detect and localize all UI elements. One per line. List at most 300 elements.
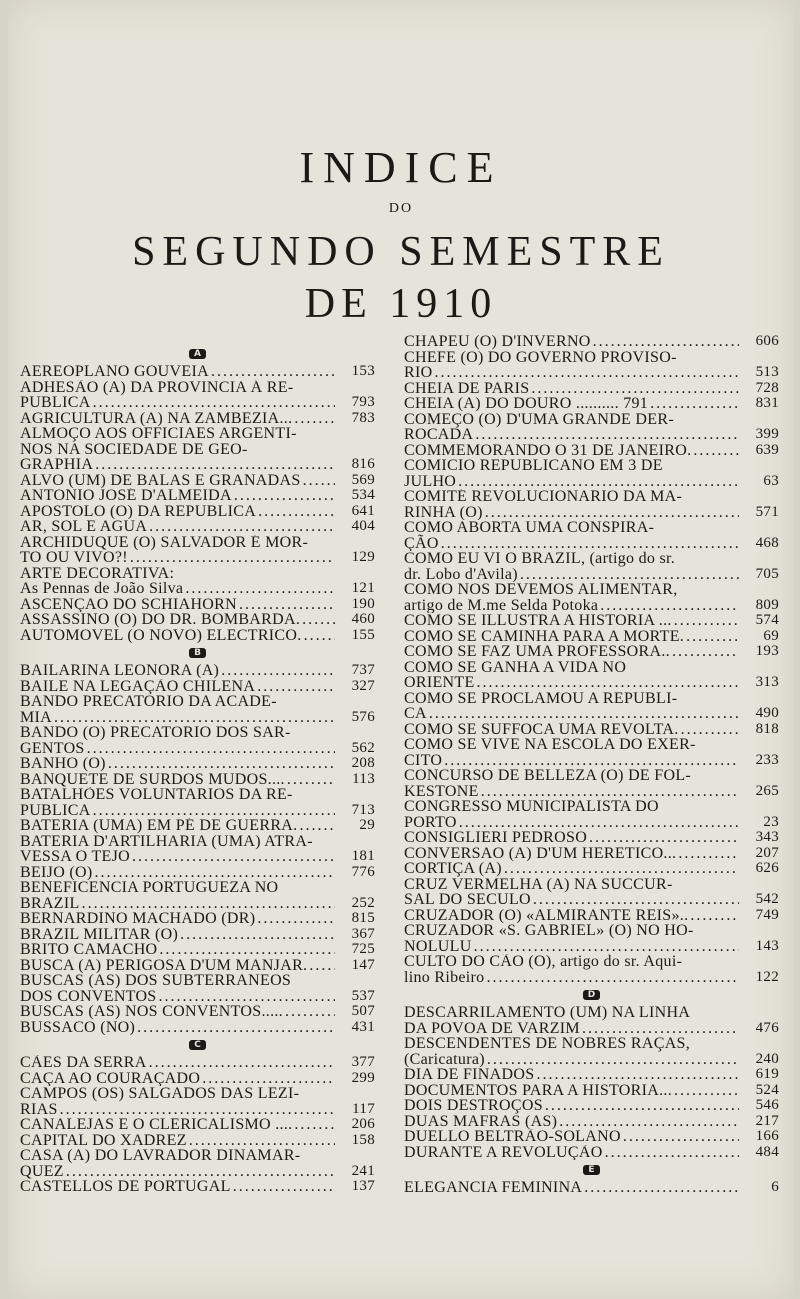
entry-title-line: CÃES DA SERRA (20, 1055, 147, 1071)
entry-title (20, 488, 335, 504)
entry-title-line: CASA (A) DO LAVRADOR DINAMAR- (20, 1148, 301, 1164)
entry-page-number: 207 (755, 844, 779, 861)
index-entry (404, 1083, 779, 1099)
leader-dots (536, 1067, 739, 1083)
entry-title-line: As Pennas de João Silva (20, 581, 184, 597)
entry-page-number: 476 (755, 1019, 779, 1036)
entry-title (20, 504, 335, 520)
entry-title (404, 923, 739, 954)
entry-title (404, 613, 739, 629)
index-entry (20, 1179, 375, 1195)
section-letter-glyph: A (189, 349, 206, 359)
index-entry (404, 722, 779, 738)
section-letter (20, 1035, 375, 1055)
entry-title (404, 908, 739, 924)
entry-title-line: QUEZ (20, 1162, 64, 1179)
leader-dots (520, 567, 739, 583)
entry-title (20, 942, 335, 958)
index-entry (404, 381, 779, 397)
leader-dots (211, 364, 335, 380)
entry-title (404, 1129, 739, 1145)
entry-page-number: 815 (351, 910, 375, 926)
leader-dots (189, 1133, 335, 1149)
entry-page-number: 63 (763, 472, 779, 489)
entry-page-number: 725 (351, 941, 375, 957)
leader-dots (149, 519, 335, 535)
entry-title-line: BANHO (O) (20, 756, 106, 772)
leader-dots (672, 644, 739, 660)
entry-page-number: 117 (352, 1100, 375, 1117)
entry-page-number: 155 (351, 626, 375, 643)
entry-page-number: 153 (351, 363, 375, 379)
entry-title-line: GENTOS (20, 739, 85, 756)
entry-title (20, 865, 335, 881)
leader-dots (303, 473, 335, 489)
entry-title (20, 1148, 335, 1179)
entry-title-line: DOCUMENTOS PARA A HISTORIA... (404, 1082, 673, 1098)
index-entry (404, 660, 779, 691)
entry-title-line: CONGRESSO MUNICIPALISTA DO (404, 799, 659, 815)
entry-title-line: COMMEMORANDO O 31 DE JANEIRO. (404, 442, 692, 458)
entry-title-line: COMO SE ILLUSTRA A HISTORIA ... (404, 613, 672, 629)
leader-dots (221, 663, 335, 679)
entry-page-number: 831 (755, 395, 779, 411)
entry-title-line: DOIS DESTROÇOS (404, 1098, 543, 1114)
entry-page-number: 377 (351, 1054, 375, 1070)
entry-title-line: BANDO PRECATORIO DA ACADE- (20, 694, 277, 710)
leader-dots (582, 1021, 739, 1037)
index-entry (20, 679, 375, 695)
entry-title-line: (Caricatura) (404, 1050, 485, 1067)
index-entry (20, 1086, 375, 1117)
index-entry (404, 412, 779, 443)
entry-title-line: COMEÇO (O) D'UMA GRANDE DER- (404, 411, 674, 428)
entry-page-number: 129 (351, 549, 375, 565)
leader-dots (285, 1004, 335, 1020)
leader-dots (132, 849, 335, 865)
entry-title (404, 443, 739, 459)
index-entry (20, 865, 375, 881)
entry-page-number: 490 (755, 705, 779, 721)
index-entry (20, 628, 375, 644)
entry-title-line: NOS NA SOCIEDADE DE GEO- (20, 440, 248, 458)
entry-title (20, 581, 335, 597)
entry-page-number: 113 (352, 770, 375, 787)
index-page (8, 0, 794, 1299)
leader-dots (137, 1020, 335, 1036)
entry-page-number: 468 (755, 534, 779, 551)
index-entry (404, 846, 779, 862)
entry-page-number: 524 (755, 1081, 779, 1098)
entry-title-line: COMO SE CAMINHA PARA A MORTE. (404, 628, 685, 644)
entry-title (404, 396, 739, 412)
entry-title (20, 1133, 335, 1149)
entry-page-number: 606 (755, 333, 779, 349)
leader-dots (159, 989, 335, 1005)
entry-title-line: CHEIA (A) DO DOURO .......... 791 (404, 396, 649, 412)
entry-page-number: 460 (351, 611, 375, 627)
entry-title-line: GRAPHIA (20, 456, 94, 473)
leader-dots (54, 710, 335, 726)
entry-title (404, 1083, 739, 1099)
entry-title-line: VESSA O TEJO (20, 848, 130, 865)
entry-title-line: COMICIO REPUBLICANO EM 3 DE (404, 458, 663, 474)
entry-title-line: COMO NOS DEVEMOS ALIMENTAR, (404, 582, 678, 598)
leader-dots (302, 612, 335, 628)
entry-page-number: 181 (351, 848, 375, 864)
index-entry (404, 1145, 779, 1161)
section-letter-glyph: E (583, 1165, 599, 1175)
section-letter-glyph: D (583, 990, 600, 1000)
leader-dots (202, 1071, 335, 1087)
entry-title (20, 787, 335, 818)
leader-dots (60, 1102, 335, 1118)
entry-page-number: 749 (755, 906, 779, 923)
entry-title-line: COMO SE SUFFOCA UMA REVOLTA. (404, 721, 679, 737)
entry-page-number: 484 (755, 1143, 779, 1160)
entry-title-line: COMO ABORTA UMA CONSPIRA- (404, 520, 655, 536)
entry-title-line: BENEFICENCIA PORTUGUEZA NO (20, 880, 279, 896)
entry-title (404, 660, 739, 691)
entry-page-number: 343 (755, 829, 779, 845)
entry-page-number: 816 (351, 456, 375, 472)
entry-page-number: 29 (359, 817, 375, 833)
entry-title-line: BAILE NA LEGAÇÃO CHILENA (20, 678, 256, 694)
entry-title-line: BRITO CAMACHO (20, 942, 158, 958)
leader-dots (459, 815, 739, 831)
index-entry (20, 911, 375, 927)
entry-title-line: ELEGANCIA FEMININA (404, 1180, 583, 1196)
index-entry (20, 519, 375, 535)
entry-title (20, 772, 335, 788)
index-year: DE 1910 (304, 281, 498, 327)
entry-title (20, 1071, 335, 1087)
index-entry (404, 582, 779, 613)
index-entry (404, 551, 779, 582)
right-column (404, 334, 779, 1196)
leader-dots (623, 1129, 739, 1145)
entry-page-number: 809 (755, 596, 779, 613)
entry-title-line: CASTELLOS DE PORTUGAL (20, 1179, 231, 1195)
entry-title-line: DIA DE FINADOS (404, 1067, 535, 1083)
entry-title (404, 458, 739, 489)
index-entry (20, 1020, 375, 1036)
entry-title-line: artigo de M.me Selda Potoka (404, 596, 599, 613)
entry-title (404, 1098, 739, 1114)
index-title: INDICE (299, 143, 503, 192)
entry-title-line: CA (404, 705, 427, 722)
leader-dots (533, 892, 739, 908)
index-entry (20, 973, 375, 1004)
entry-title (20, 1020, 335, 1036)
index-entry (404, 954, 779, 985)
index-entry (20, 364, 375, 380)
index-entry (20, 1117, 375, 1133)
section-letter (20, 643, 375, 663)
entry-title-line: CHAPEU (O) D'INVERNO (404, 334, 591, 350)
entry-title-line: AUTOMOVEL (O NOVO) ELECTRICO. (20, 627, 302, 643)
entry-page-number: 713 (351, 801, 375, 818)
entry-title-line: ÇÃO (404, 534, 439, 551)
entry-title-line: DURANTE A REVOLUÇÃO (404, 1144, 603, 1160)
leader-dots (485, 505, 739, 521)
entry-page-number: 619 (755, 1066, 779, 1082)
entry-title (20, 566, 335, 582)
entry-page-number: 576 (351, 708, 375, 725)
entry-title-line: CAMPOS (OS) SALGADOS DAS LEZI- (20, 1086, 300, 1102)
entry-title-line: COMO SE FAZ UMA PROFESSORA.. (404, 644, 670, 660)
leader-dots (159, 942, 335, 958)
leader-dots (441, 536, 739, 552)
entry-title-line: DOS CONVENTOS (20, 987, 157, 1004)
entry-page-number: 793 (351, 394, 375, 410)
entry-title (404, 412, 739, 443)
entry-title (404, 350, 739, 381)
index-entry (404, 1067, 779, 1083)
leader-dots (180, 927, 335, 943)
entry-title-line: NOLULU (404, 937, 472, 954)
index-entry (404, 458, 779, 489)
entry-page-number: 783 (351, 409, 375, 426)
entry-page-number: 626 (755, 860, 779, 876)
entry-page-number: 367 (351, 925, 375, 942)
entry-title-line: COMO SE GANHA A VIDA NO (404, 659, 627, 676)
leader-dots (294, 1117, 335, 1133)
index-entry (404, 520, 779, 551)
index-entry (404, 629, 779, 645)
entry-title (20, 880, 335, 911)
entry-title-line: ALVO (UM) DE BALAS E GRANADAS (20, 472, 301, 488)
index-entry (20, 818, 375, 834)
entry-page-number: 208 (351, 755, 375, 771)
index-entry (404, 908, 779, 924)
entry-page-number: 240 (755, 1050, 779, 1067)
entry-page-number: 546 (755, 1097, 779, 1113)
entry-title-line: KESTONE (404, 782, 479, 799)
entry-page-number: 639 (755, 441, 779, 458)
entry-title (404, 644, 739, 660)
entry-title (20, 973, 335, 1004)
entry-title (404, 799, 739, 830)
entry-title (404, 877, 739, 908)
entry-title-line: BATERIA D'ARTILHARIA (UMA) ATRA- (20, 833, 313, 850)
entry-title-line: RIO (404, 364, 433, 381)
leader-dots (486, 970, 739, 986)
entry-page-number: 818 (755, 720, 779, 737)
leader-dots (257, 911, 335, 927)
leader-dots (304, 628, 335, 644)
entry-title (404, 830, 739, 846)
entry-title-line: BUSSACO (NO) (20, 1019, 136, 1035)
entry-title (404, 722, 739, 738)
entry-title (20, 958, 335, 974)
entry-page-number: 23 (763, 813, 779, 830)
entry-page-number: 399 (755, 426, 779, 442)
entry-title-line: JULHO (404, 472, 457, 489)
entry-title-line: CRUZ VERMELHA (A) NA SUCCUR- (404, 876, 673, 893)
entry-page-number: 705 (755, 565, 779, 582)
leader-dots (233, 1179, 335, 1195)
entry-page-number: 327 (351, 677, 375, 694)
leader-dots (474, 939, 739, 955)
index-entry (20, 725, 375, 756)
entry-page-number: 431 (351, 1018, 375, 1035)
entry-title-line: ARTE DECORATIVA: (20, 565, 175, 581)
entry-title (20, 426, 335, 473)
entry-title (404, 1145, 739, 1161)
index-entry (404, 1180, 779, 1196)
entry-title (404, 846, 739, 862)
index-entry (404, 396, 779, 412)
entry-page-number: 190 (351, 595, 375, 612)
entry-title-line: DA POVOA DE VARZIM (404, 1019, 580, 1036)
leader-dots (239, 597, 335, 613)
entry-title (20, 694, 335, 725)
entry-page-number: 233 (755, 751, 779, 768)
entry-title-line: CHEFE (O) DO GOVERNO PROVISO- (404, 349, 677, 366)
entry-title (20, 364, 335, 380)
entry-title-line: ROCADA (404, 426, 474, 443)
entry-title-line: DESCARRILAMENTO (UM) NA LINHA (404, 1005, 691, 1021)
leader-dots (674, 1083, 739, 1099)
entry-page-number: 143 (755, 937, 779, 954)
entry-title (404, 520, 739, 551)
entry-page-number: 537 (351, 987, 375, 1004)
leader-dots (475, 427, 739, 443)
leader-dots (309, 958, 335, 974)
entry-title-line: BATERIA (UMA) EM PÉ DE GUERRA. (20, 818, 298, 834)
index-entry (404, 1129, 779, 1145)
index-entry (20, 566, 375, 582)
left-column (20, 344, 375, 1195)
index-entry (20, 1004, 375, 1020)
leader-dots (693, 443, 739, 459)
entry-title (20, 679, 335, 695)
index-entry (20, 942, 375, 958)
leader-dots (149, 1055, 335, 1071)
entry-title-line: ADHESÃO (A) DA PROVINCIA Á RE- (20, 379, 294, 396)
index-entry (404, 613, 779, 629)
index-entry (404, 443, 779, 459)
leader-dots (593, 334, 739, 350)
leader-dots (87, 741, 335, 757)
index-entry (20, 380, 375, 411)
entry-page-number: 569 (351, 471, 375, 488)
section-letter (404, 985, 779, 1005)
entry-title (404, 489, 739, 520)
index-entry (20, 411, 375, 427)
entry-title (20, 1055, 335, 1071)
leader-dots (66, 1164, 335, 1180)
leader-dots (584, 1180, 739, 1196)
entry-page-number: 507 (351, 1003, 375, 1019)
entry-page-number: 513 (755, 364, 779, 380)
entry-title (404, 1005, 739, 1036)
entry-title-line: ANTONIO JOSÉ D'ALMEIDA (20, 488, 232, 504)
entry-title (20, 597, 335, 613)
entry-title (404, 1036, 739, 1067)
index-entry (404, 644, 779, 660)
leader-dots (429, 706, 739, 722)
entry-title (404, 629, 739, 645)
leader-dots (95, 457, 335, 473)
index-entry (404, 334, 779, 350)
entry-page-number: 6 (771, 1179, 779, 1195)
entry-title (20, 911, 335, 927)
index-entry (404, 830, 779, 846)
leader-dots (458, 474, 739, 490)
entry-page-number: 313 (755, 674, 779, 690)
entry-page-number: 737 (351, 662, 375, 678)
leader-dots (545, 1098, 739, 1114)
entry-title-line: CAPITAL DO XADREZ (20, 1132, 187, 1148)
index-entry (20, 1133, 375, 1149)
entry-title-line: CAÇA AO COURAÇADO (20, 1070, 201, 1086)
entry-title (20, 756, 335, 772)
index-entry (20, 787, 375, 818)
index-entry (404, 1114, 779, 1130)
index-entry (20, 1071, 375, 1087)
index-entry (20, 880, 375, 911)
leader-dots (559, 1114, 739, 1130)
entry-title-line: COMITÉ REVOLUCIONARIO DA MA- (404, 489, 683, 505)
entry-title-line: BUSCA (A) PERIGOSA D'UM MANJAR. (20, 957, 308, 973)
entry-title (20, 927, 335, 943)
leader-dots (600, 598, 739, 614)
entry-page-number: 299 (351, 1069, 375, 1086)
entry-title-line: BUSCAS (AS) DOS SUBTERRANEOS (20, 973, 292, 989)
index-entry (20, 473, 375, 489)
entry-page-number: 122 (755, 968, 779, 985)
index-entry (20, 488, 375, 504)
entry-title (404, 954, 739, 985)
leader-dots (130, 550, 335, 566)
index-entry (404, 1098, 779, 1114)
entry-title (20, 818, 335, 834)
entry-title-line: DUAS MAFRAS (AS) (404, 1113, 558, 1129)
entry-title-line: CORTIÇA (A) (404, 861, 502, 877)
entry-title-line: COMO SE PROCLAMOU A REPUBLI- (404, 690, 678, 707)
entry-title-line: COMO SE VIVE NA ESCOLA DO EXER- (404, 737, 696, 753)
entry-title-line: dr. Lobo d'Avila) (404, 565, 518, 582)
entry-title-line: APOSTOLO (O) DA REPUBLICA (20, 503, 257, 519)
entry-title-line: PUBLICA (20, 394, 91, 411)
entry-title (404, 381, 739, 397)
leader-dots (287, 772, 335, 788)
entry-title-line: CHEIA DE PARIS (404, 380, 530, 396)
leader-dots (258, 504, 335, 520)
entry-title-line: CONSIGLIERI PEDROSO (404, 830, 588, 846)
leader-dots (477, 675, 739, 691)
entry-title-line: CONVERSAO (A) D'UM HERETICO... (404, 845, 677, 861)
section-letter-glyph: C (189, 1040, 206, 1050)
entry-title (20, 1179, 335, 1195)
index-entry (404, 1005, 779, 1036)
entry-page-number: 121 (351, 580, 375, 596)
leader-dots (686, 629, 739, 645)
leader-dots (234, 488, 335, 504)
index-entry (404, 923, 779, 954)
entry-title-line: BAILARINA LEONORA (A) (20, 663, 220, 679)
entry-title-line: RINHA (O) (404, 503, 483, 520)
entry-title-line: ORIENTE (404, 674, 475, 691)
entry-title-line: DUELLO BELTRÃO-SOLANO (404, 1129, 621, 1145)
index-entry (404, 799, 779, 830)
leader-dots (257, 679, 335, 695)
entry-page-number: 728 (755, 379, 779, 396)
entry-title-line: BERNARDINO MACHADO (DR) (20, 911, 256, 927)
entry-title-line: CONCURSO DE BELLEZA (O) DE FOL- (404, 768, 692, 784)
